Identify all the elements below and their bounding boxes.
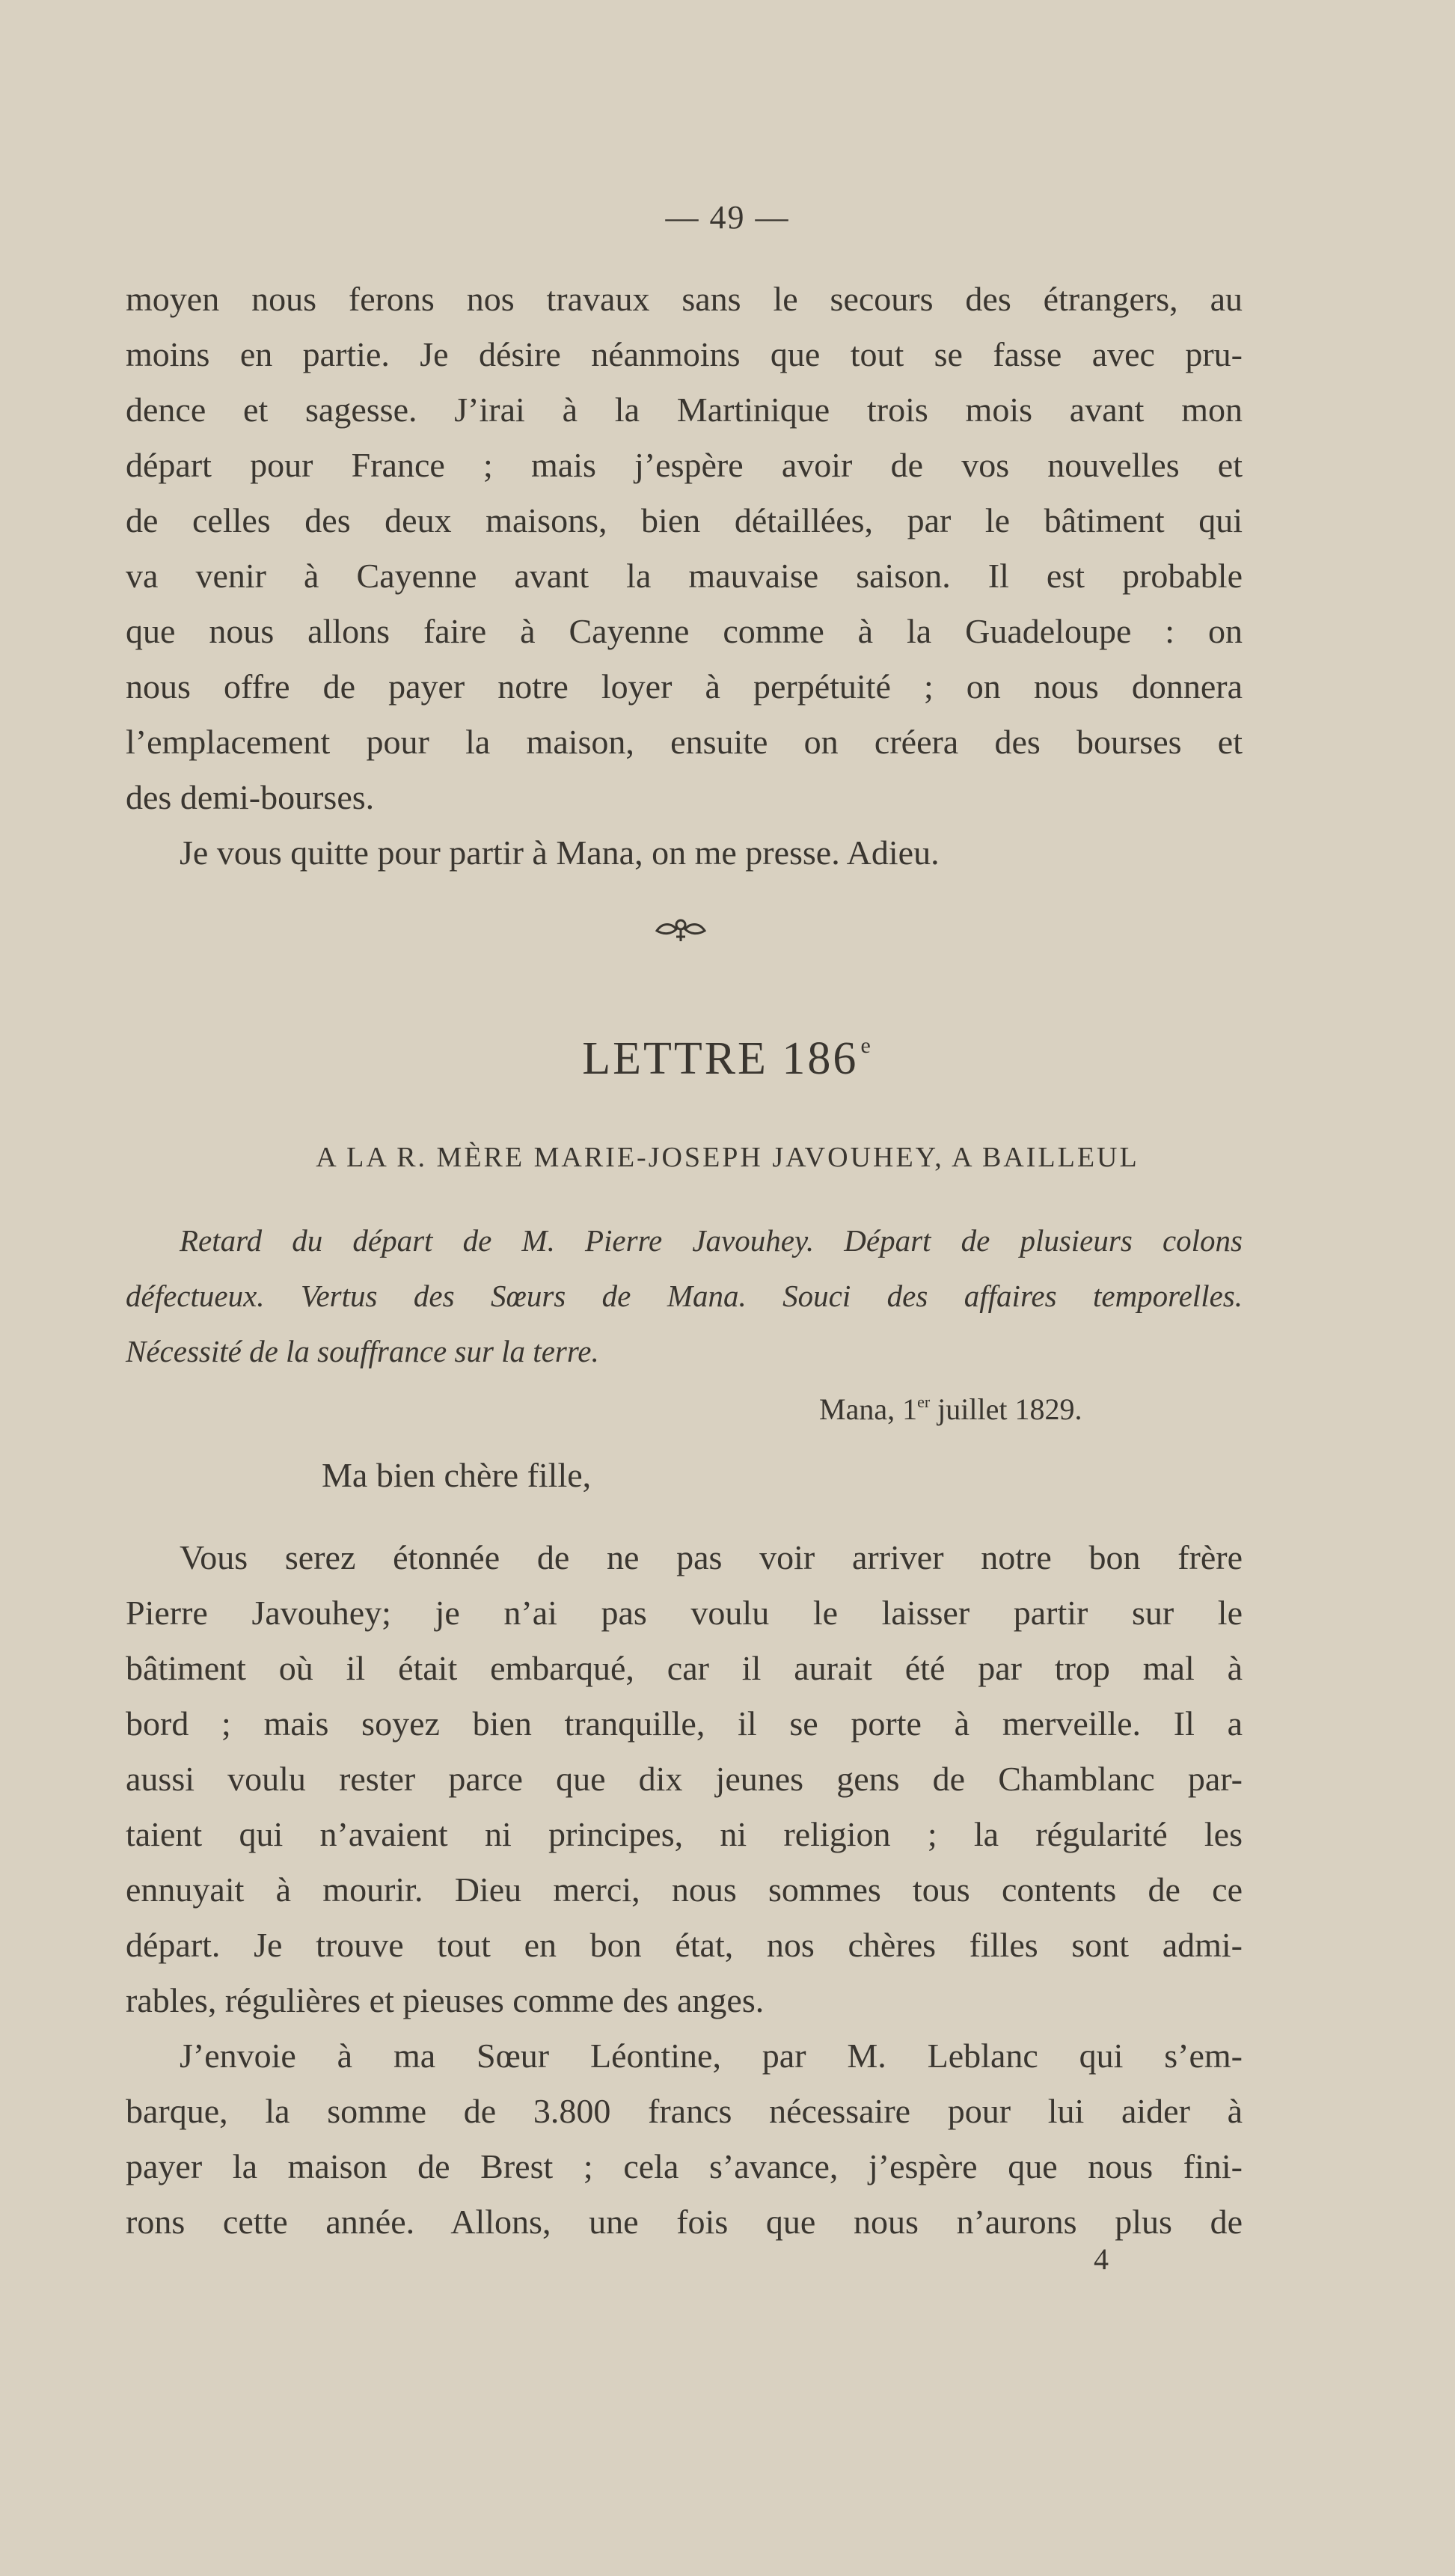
letter-title-superscript: e bbox=[860, 1033, 873, 1058]
text-line: nous offre de payer notre loyer à perpétuité ; on nous donnera bbox=[126, 667, 1243, 706]
place-date-rest: juillet 1829. bbox=[930, 1392, 1082, 1426]
text-line: taient qui n’avaient ni principes, ni religion ; la régularité les bbox=[126, 1815, 1243, 1853]
place-date-superscript: er bbox=[917, 1392, 931, 1411]
text-line: de celles des deux maisons, bien détaillées, par le bâtiment qui bbox=[126, 501, 1243, 539]
summary-line: Retard du départ de M. Pierre Javouhey. Départ de plusieurs colons bbox=[180, 1223, 1243, 1258]
page-number: — 49 — bbox=[665, 199, 790, 236]
text-line: J’envoie à ma Sœur Léontine, par M. Leblanc qui s’em- bbox=[180, 2037, 1243, 2075]
text-line: dence et sagesse. J’irai à la Martinique trois mois avant mon bbox=[126, 391, 1243, 429]
summary-line: défectueux. Vertus des Sœurs de Mana. Souci des affaires temporelles. bbox=[126, 1279, 1243, 1313]
text-line: départ. Je trouve tout en bon état, nos chères filles sont admi- bbox=[126, 1926, 1243, 1964]
salutation: Ma bien chère fille, bbox=[322, 1456, 592, 1494]
text-line: barque, la somme de 3.800 francs nécessaire pour lui aider à bbox=[126, 2092, 1243, 2130]
closing-line: Je vous quitte pour partir à Mana, on me presse. Adieu. bbox=[180, 833, 940, 872]
text-line: payer la maison de Brest ; cela s’avance, j’espère que nous fini- bbox=[126, 2147, 1243, 2185]
text-line: aussi voulu rester parce que dix jeunes gens de Chamblanc par- bbox=[126, 1760, 1243, 1798]
text-line: des demi-bourses. bbox=[126, 778, 375, 816]
text-line: bord ; mais soyez bien tranquille, il se porte à merveille. Il a bbox=[126, 1704, 1243, 1743]
signature-mark: 4 bbox=[1094, 2242, 1109, 2276]
place-date bbox=[819, 1392, 1082, 1427]
summary-line: Nécessité de la souffrance sur la terre. bbox=[126, 1334, 599, 1368]
text-line: va venir à Cayenne avant la mauvaise saison. Il est probable bbox=[126, 557, 1243, 595]
text-line: départ pour France ; mais j’espère avoir de vos nouvelles et bbox=[126, 446, 1243, 484]
fleuron-ornament bbox=[651, 914, 711, 944]
recipient-heading: A LA R. MÈRE MARIE-JOSEPH JAVOUHEY, A BAILLEUL bbox=[316, 1142, 1139, 1173]
letter-title bbox=[0, 1032, 1455, 1086]
text-line: moyen nous ferons nos travaux sans le secours des étrangers, au bbox=[126, 280, 1243, 318]
text-line: que nous allons faire à Cayenne comme à la Guadeloupe : on bbox=[126, 612, 1243, 650]
letter-title-text: LETTRE 186 bbox=[582, 1033, 859, 1084]
text-line: l’emplacement pour la maison, ensuite on créera des bourses et bbox=[126, 723, 1243, 761]
text-line: ennuyait à mourir. Dieu merci, nous sommes tous contents de ce bbox=[126, 1870, 1243, 1909]
place-date-place: Mana, 1 bbox=[819, 1392, 918, 1426]
text-line: moins en partie. Je désire néanmoins que tout se fasse avec pru- bbox=[126, 335, 1243, 373]
text-line: bâtiment où il était embarqué, car il aurait été par trop mal à bbox=[126, 1649, 1243, 1687]
text-line: rons cette année. Allons, une fois que nous n’aurons plus de bbox=[126, 2203, 1243, 2241]
text-line: rables, régulières et pieuses comme des anges. bbox=[126, 1981, 765, 2019]
text-line: Pierre Javouhey; je n’ai pas voulu le laisser partir sur le bbox=[126, 1594, 1243, 1632]
text-line: Vous serez étonnée de ne pas voir arriver notre bon frère bbox=[180, 1538, 1243, 1576]
